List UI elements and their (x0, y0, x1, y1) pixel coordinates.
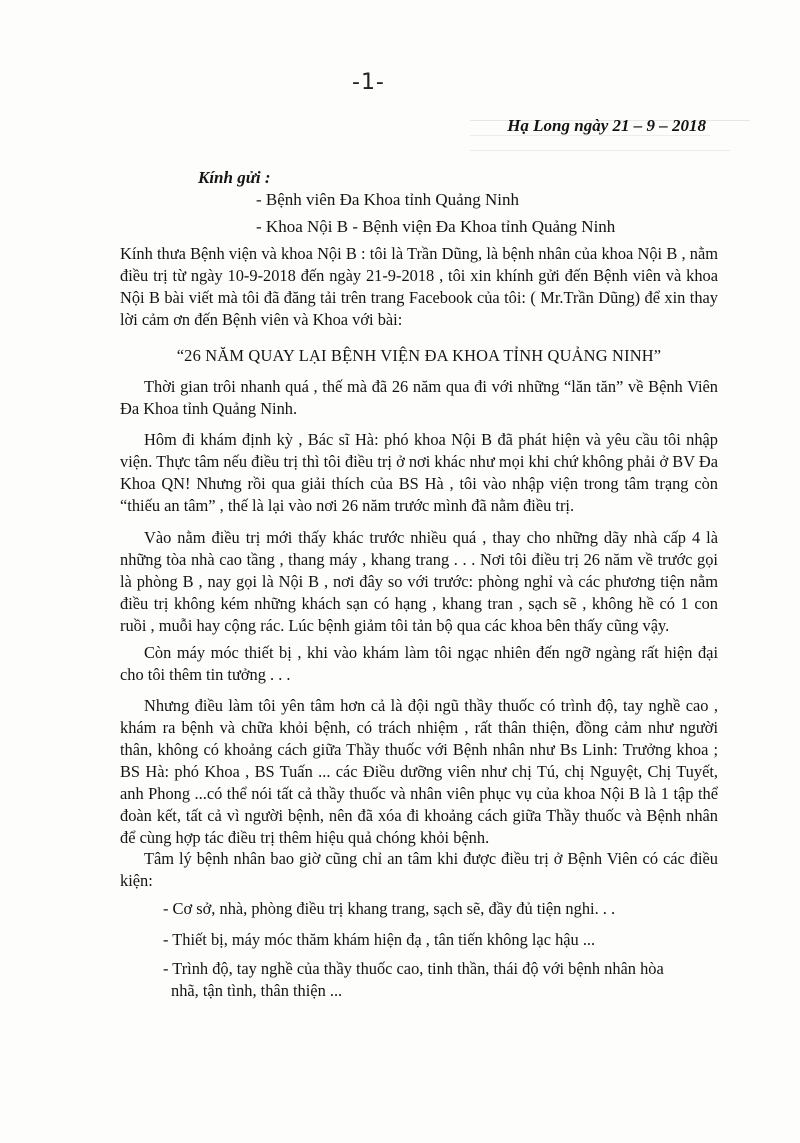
greeting: Kính gửi : (198, 168, 271, 187)
paragraph-text: Tâm lý bệnh nhân bao giờ cũng chỉ an tâm khi được điều trị ở Bệnh Viên có các điều kiện: (120, 849, 718, 890)
paragraph-6 (120, 848, 718, 892)
condition-staff-text: - Trình độ, tay nghề của thầy thuốc cao, tinh thần, thái độ với bệnh nhân hòa nhã, tận tình, thân thiện ... (163, 959, 664, 1000)
paragraph-3 (120, 527, 718, 637)
page-number: -1- (352, 70, 385, 95)
recipient-hospital: - Bệnh viên Đa Khoa tỉnh Quảng Ninh (256, 190, 519, 209)
intro-text: Kính thưa Bệnh viện và khoa Nội B : tôi là Trần Dũng, là bệnh nhân của khoa Nội B , nằm điều trị từ ngày 10-9-2018 đến ngày 21-9-2018 , tôi xin khính gửi đến Bệnh viên và khoa Nội B bài viết mà tôi đã đăng tải trên trang Facebook của tôi: ( Mr.Trần Dũng) để xin thay lời cảm ơn đến Bệnh viên và Khoa với bài: (120, 244, 718, 329)
intro-paragraph (120, 243, 718, 331)
recipient-department: - Khoa Nội B - Bệnh viện Đa Khoa tỉnh Quảng Ninh (256, 217, 616, 236)
paragraph-5 (120, 695, 718, 849)
condition-item-facilities: - Cơ sở, nhà, phòng điều trị khang trang, sạch sẽ, đầy đủ tiện nghi. . . (163, 899, 616, 918)
paragraph-2 (120, 429, 718, 517)
paragraph-text: Thời gian trôi nhanh quá , thế mà đã 26 năm qua đi với những “lăn tăn” về Bệnh Viên Đa Khoa tỉnh Quảng Ninh. (120, 377, 718, 418)
paragraph-4 (120, 642, 718, 686)
date-line: Hạ Long ngày 21 – 9 – 2018 (507, 116, 706, 135)
condition-item-staff (163, 958, 683, 1002)
paragraph-text: Hôm đi khám định kỳ , Bác sĩ Hà: phó khoa Nội B đã phát hiện và yêu cầu tôi nhập viện. Thực tâm nếu điều trị thì tôi điều trị ở nơi khác như mọi khi chứ không phải ở BV Đa Khoa QN! Nhưng rồi qua giải thích của BS Hà , tôi vào nhập viện trong tâm trạng còn “thiếu an tâm” , thế là lại vào nơi 26 năm trước mình đã nằm điều trị. (120, 430, 718, 515)
paragraph-text: Còn máy móc thiết bị , khi vào khám làm tôi ngạc nhiên đến ngỡ ngàng rất hiện đại cho tôi thêm tin tưởng . . . (120, 643, 718, 684)
paragraph-text: Vào nằm điều trị mới thấy khác trước nhiều quá , thay cho những dãy nhà cấp 4 là những tòa nhà cao tầng , thang máy , khang trang . . . Nơi tôi điều trị 26 năm về trước gọi là phòng B , nay gọi là Nội B , nơi đây so với trước: phòng nghỉ và các phương tiện nằm điều trị không kém những khách sạn có hạng , khang tran , sạch sẽ , không hề có 1 con ruồi , muỗi hay cộng rác. Lúc bệnh giảm tôi tản bộ qua các khoa bên thấy cũng vậy. (120, 528, 718, 635)
paragraph-1 (120, 376, 718, 420)
condition-item-equipment: - Thiết bị, máy móc thăm khám hiện đạ , tân tiến không lạc hậu ... (163, 930, 596, 949)
article-title: “26 NĂM QUAY LẠI BỆNH VIỆN ĐA KHOA TỈNH QUẢNG NINH” (176, 346, 662, 365)
paragraph-text: Nhưng điều làm tôi yên tâm hơn cả là đội ngũ thầy thuốc có trình độ, tay nghề cao , khám ra bệnh và chữa khỏi bệnh, có trách nhiệm , rất thân thiện, đồng cảm như người thân, không có khoảng cách giữa Thầy thuốc với Bệnh nhân như Bs Linh: Trưởng khoa ; BS Hà: phó Khoa , BS Tuấn ... các Điều dưỡng viên như chị Tú, chị Nguyệt, Chị Tuyết, anh Phong ...có thể nói tất cả thầy thuốc và nhân viên phục vụ của khoa Nội B là 1 tập thể đoàn kết, tất cả vì người bệnh, nên đã xóa đi khoảng cách giữa Thầy thuốc và Bệnh nhân để cùng hợp tác điều trị thêm hiệu quả chóng khỏi bệnh. (120, 696, 718, 847)
